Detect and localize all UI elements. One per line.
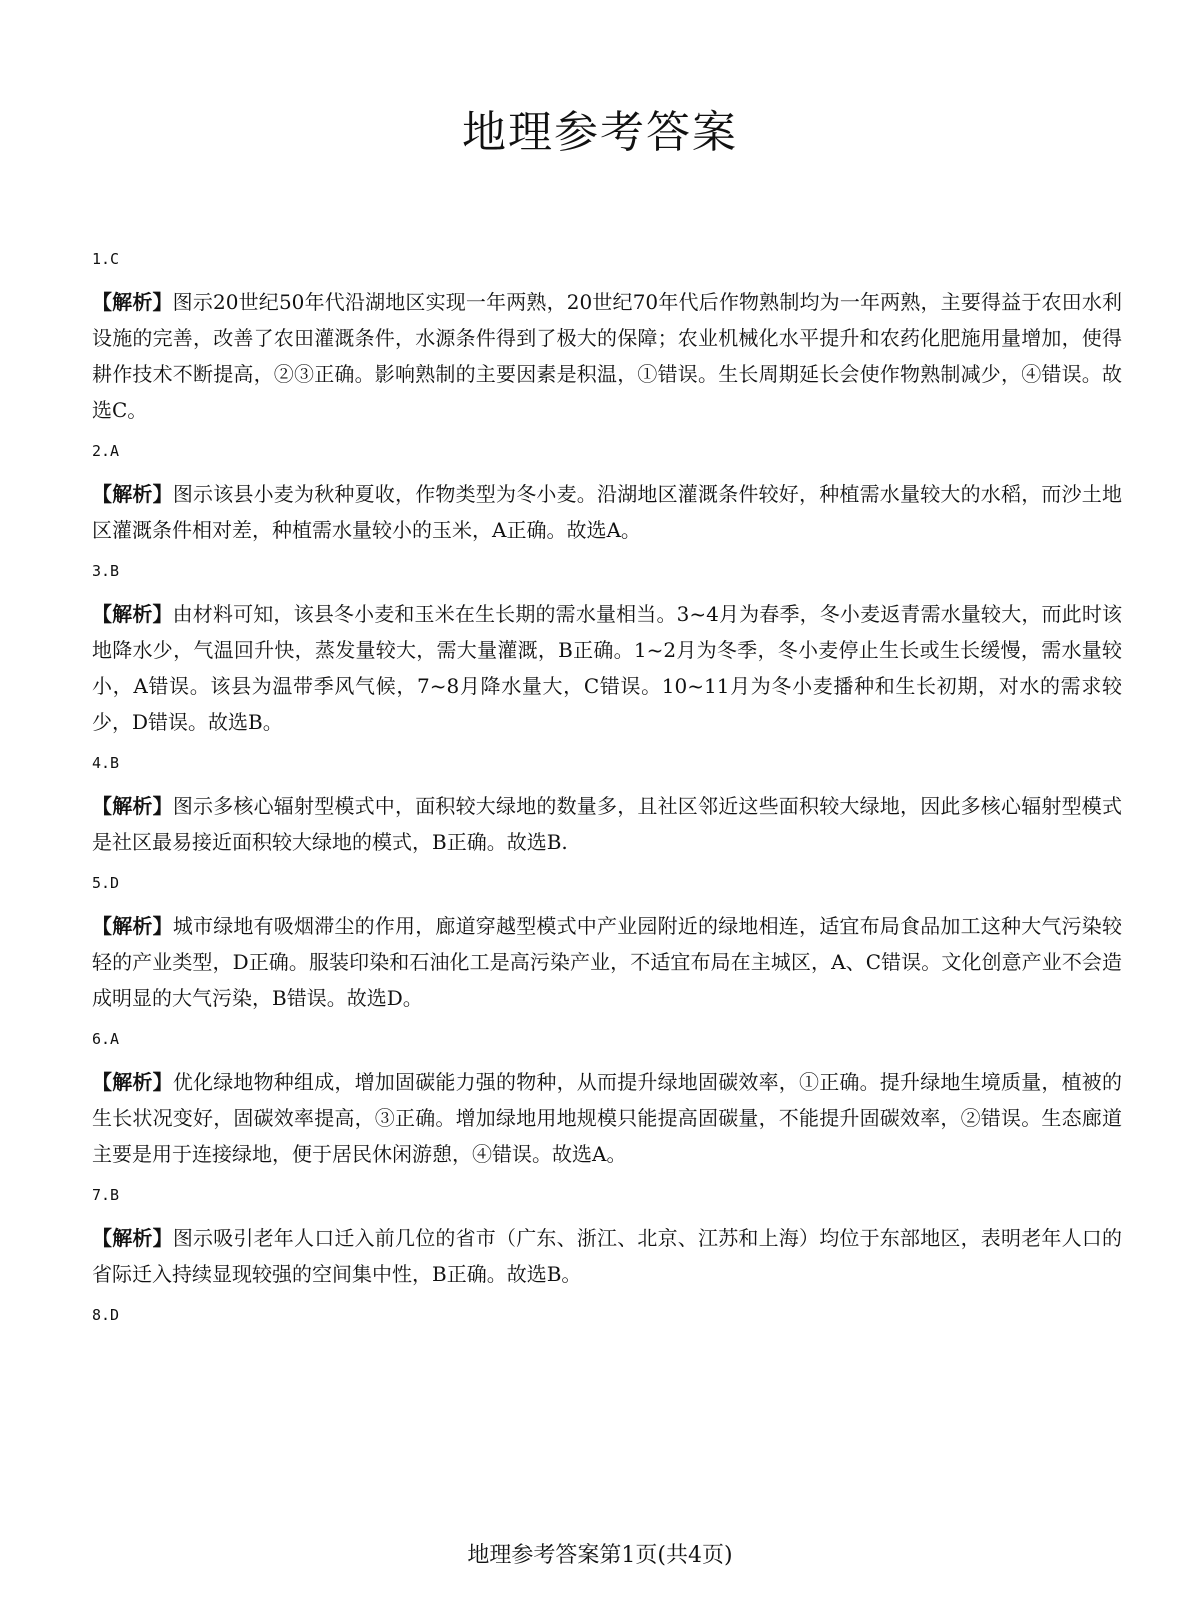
question-number: 6.A [92, 1030, 120, 1048]
explanation [92, 1064, 1122, 1172]
explanation [92, 1220, 1122, 1292]
question-number: 2.A [92, 442, 120, 460]
explanation-label: 【解析】 [92, 914, 173, 938]
explanation-label: 【解析】 [92, 794, 173, 818]
explanation-text: 城市绿地有吸烟滞尘的作用，廊道穿越型模式中产业园附近的绿地相连，适宜布局食品加工这种大气污染较轻的产业类型，D正确。服装印染和石油化工是高污染产业，不适宜布局在主城区，A、C错误。文化创意产业不会造成明显的大气污染，B错误。故选D。 [92, 914, 1123, 1010]
question-number: 4.B [92, 754, 120, 772]
explanation-text: 由材料可知，该县冬小麦和玉米在生长期的需水量相当。3~4月为春季，冬小麦返青需水量较大，而此时该地降水少，气温回升快，蒸发量较大，需大量灌溉，B正确。1~2月为冬季，冬小麦停止生长或生长缓慢，需水量较小，A错误。该县为温带季风气候，7~8月降水量大，C错误。10~11月为冬小麦播种和生长初期，对水的需求较少，D错误。故选B。 [92, 602, 1122, 734]
question-number: 5.D [92, 874, 120, 892]
explanation-text: 图示吸引老年人口迁入前几位的省市（广东、浙江、北京、江苏和上海）均位于东部地区，表明老年人口的省际迁入持续显现较强的空间集中性，B正确。故选B。 [92, 1226, 1123, 1286]
explanation-label: 【解析】 [92, 1226, 173, 1250]
explanation [92, 476, 1122, 548]
explanation-label: 【解析】 [92, 1070, 173, 1094]
explanation-text: 图示该县小麦为秋种夏收，作物类型为冬小麦。沿湖地区灌溉条件较好，种植需水量较大的水稻，而沙土地区灌溉条件相对差，种植需水量较小的玉米，A正确。故选A。 [92, 482, 1123, 542]
explanation-label: 【解析】 [92, 290, 173, 314]
question-number: 8.D [92, 1306, 120, 1324]
question-number: 3.B [92, 562, 120, 580]
explanation-text: 优化绿地物种组成，增加固碳能力强的物种，从而提升绿地固碳效率，①正确。提升绿地生境质量，植被的生长状况变好，固碳效率提高，③正确。增加绿地用地规模只能提高固碳量，不能提升固碳效率，②错误。生态廊道主要是用于连接绿地，便于居民休闲游憩，④错误。故选A。 [92, 1070, 1123, 1166]
explanation-label: 【解析】 [92, 602, 173, 626]
answer-list [92, 248, 1122, 1340]
explanation [92, 908, 1122, 1016]
explanation-text: 图示20世纪50年代沿湖地区实现一年两熟，20世纪70年代后作物熟制均为一年两熟，主要得益于农田水利设施的完善，改善了农田灌溉条件，水源条件得到了极大的保障；农业机械化水平提升和农药化肥施用量增加，使得耕作技术不断提高，②③正确。影响熟制的主要因素是积温，①错误。生长周期延长会使作物熟制减少，④错误。故选C。 [92, 290, 1123, 422]
page-footer: 地理参考答案第1页(共4页) [467, 1543, 733, 1568]
question-number: 1.C [92, 250, 120, 268]
question-number: 7.B [92, 1186, 120, 1204]
explanation [92, 788, 1122, 860]
explanation [92, 596, 1122, 740]
explanation-text: 图示多核心辐射型模式中，面积较大绿地的数量多，且社区邻近这些面积较大绿地，因此多核心辐射型模式是社区最易接近面积较大绿地的模式，B正确。故选B. [92, 794, 1123, 854]
explanation-label: 【解析】 [92, 482, 173, 506]
page-title: 地理参考答案 [462, 107, 738, 158]
explanation [92, 284, 1122, 428]
